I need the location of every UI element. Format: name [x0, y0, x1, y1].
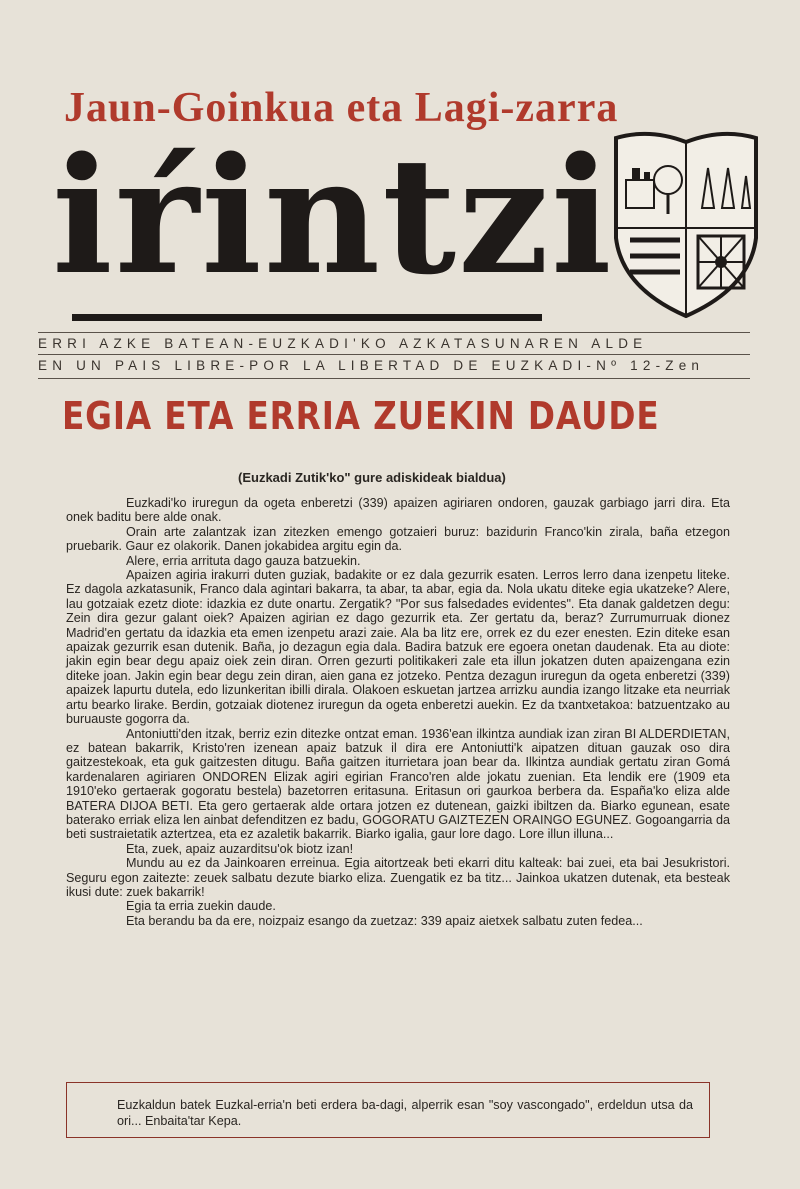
article-paragraph: Eta berandu ba da ere, noizpaiz esango da zuetzaz: 339 apaiz aietxek salbatu zuten fedea...	[126, 913, 643, 928]
article-body	[66, 496, 730, 928]
footer-quote-box	[66, 1082, 710, 1138]
article-paragraph: Orain arte zalantzak izan zitezken emengo gotzaieri buruz: bazidurin Franco'kin zirala, baña etzegon pruebarik. Gaur ez olakorik. Danen jokabidea argitu egin da.	[66, 524, 730, 554]
article-paragraph: Egia ta erria zuekin daude.	[126, 899, 276, 914]
footer-quote-text: Euzkaldun batek Euzkal-erria'n beti erdera ba-dagi, alperrik esan "soy vascongado", erdeldun utsa da ori... Enbaita'tar Kepa.	[117, 1098, 693, 1128]
article-paragraph: Euzkadi'ko iruregun da ogeta enberetzi (339) apaizen agiriaren ondoren, gauzak garbiago jarri dira. Eta onek baditu bere alde onak.	[66, 496, 730, 525]
rule	[38, 378, 750, 379]
article-paragraph: Antoniutti'den itzak, berriz ezin ditezke ontzat eman. 1936'ean ilkintza aundiak izan ziran BI ALDERDIETAN, ez batean bakarrik, Kristo'ren izenean apaiz batzuk il dira ere Antoniutti'k aipatzen dituan gauzak oso dira gaitzestekoak, eta guk gaitzesten ditugu. Baña gaitzen iturrietara joan bear da. Ilkintza aundiak gertatu ziran Gomá kardenalaren agiriaren ONDOREN Elizak agiri egirian Franco'ren alde jokatu zuenian. Eta lendik ere (1909 eta 1910'eko gertaerak gogoratu bestela) bazetorren eritasuna. Eritasun ori gaurkoa berbera da. España'ko eliza alde BATERA DIJOA BETI. Eta gero gertaerak alde ortara jotzen ez dutenean, gaizki ibiltzen da. Biarko egunean, esate baterako erriak eliza len ainbat defenditzen ez badu, GOGORATU GAIZTEZEN ORAINGO EGUNEZ. Gogoangarria da beti sustraietatik aztertzea, eta ez azaletik bakarrik. Biarko igalia, gaur lore dago. Lore illun illuna...	[66, 726, 730, 842]
article-paragraph: Mundu au ez da Jainkoaren erreinua. Egia aitortzeak beti ekarri ditu kalteak: bai zuei, eta bai Jesukristori. Seguru egon zaitezte: zeuek salbatu dezute biarko eliza. Zuengatik ez ba titz... Jainkoa ukatzen dutenak, eta besteak ikusi dute: zuek bakarrik!	[66, 856, 730, 899]
masthead-motto: Jaun-Goinkua eta Lagi-zarra	[64, 85, 619, 131]
coat-of-arms-icon	[610, 128, 762, 320]
masthead-title: iŕintzi	[52, 122, 614, 310]
rule	[38, 354, 750, 355]
title-underline	[72, 314, 542, 321]
article-paragraph: Eta, zuek, apaiz auzarditsu'ok biotz izan!	[126, 841, 354, 856]
article-byline: (Euzkadi Zutik'ko" gure adiskideak bialdua)	[238, 470, 506, 485]
rule	[38, 332, 750, 333]
subtitle-basque: ERRI AZKE BATEAN-EUZKADI'KO AZKATASUNAREN ALDE	[38, 336, 648, 351]
article-paragraph: Alere, erria arrituta dago gauza batzuekin.	[126, 553, 361, 568]
article-headline: EGIA ETA ERRIA ZUEKIN DAUDE	[62, 394, 660, 438]
article-paragraph: Apaizen agiria irakurri duten guziak, badakite or ez dala gezurrik esaten. Lerros lerro dana izenpetu liteke. Ez dagola azkatasunik, Franco dala agintari bakarra, ta abar, ta abar, egia da. Nola ukatu diteke egia ukatzeke? Alere, lau gotzaiak ezetz diote: idazkia ez dute onartu. Zergatik? "Por sus falsedades evidentes". Eta danak galdetzen degu: Zein dira gezur galant oiek? Apaizen agirian ez dago gezurrik eta. Zer gertatu da, beraz? Zurrumurruak dionez Madrid'en gertatu da idazkia eta emen izenpetu arazi zaie. Ala ba litz ere, orrek ez du ezer enesten. Ezin diteke esan apaizak gezurrik esan dutenik. Baña, jo dezagun egia dala. Badira batzuk ere egoera onetan daudenak. Eta au diote: jakin egin bear degu apaiz oiek zein diran. Orren gezurti politikakeri zale eta illun jokatzen duten apaizengana ezin diteke joan. Jakin egin bear degu zein diran, aien gana ez jotzeko. Pentza dezagun iruregun da ogeta enberetzi (339) apaizek lapurtu dutela, edo lizunkeritan ibilli dirala. Olakoen eskuetan jartzea arrizku aundia izango litzake eta neurriak artu bearko lirake. Berdin, gotzaiak diotenez iruregun da ogeta enberetzi auekin. Ez da txantxetakoa: batzuentzako au buruauste gogorra da.	[66, 568, 730, 727]
subtitle-spanish: EN UN PAIS LIBRE-POR LA LIBERTAD DE EUZKADI-Nº 12-Zen	[38, 358, 705, 373]
